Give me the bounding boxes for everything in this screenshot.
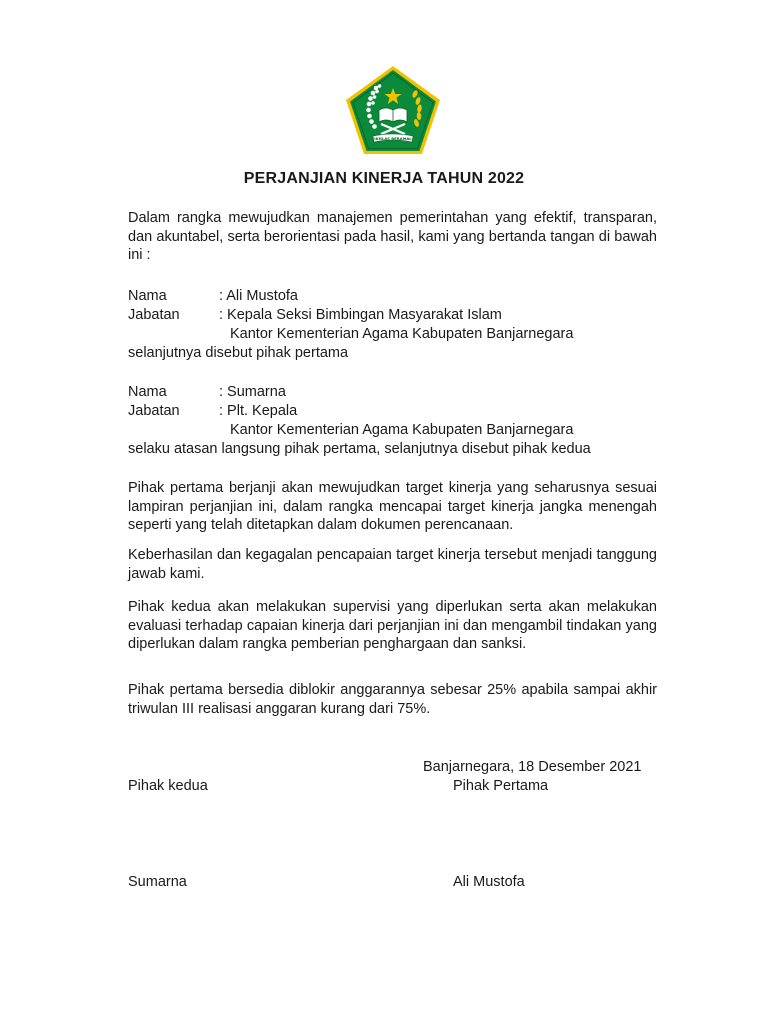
party2-designation: selaku atasan langsung pihak pertama, selanjutnya disebut pihak kedua [128,441,591,457]
second-party-role: Pihak kedua [128,778,208,794]
party1-position-value: : Kepala Seksi Bimbingan Masyarakat Islam [219,307,502,323]
second-party-signatory: Sumarna [128,874,187,890]
kemenag-emblem-icon [343,64,443,156]
first-party-signatory: Ali Mustofa [453,874,525,890]
commitment-paragraph: Pihak pertama berjanji akan mewujudkan target kinerja yang seharusnya sesuai lampiran perjanjian ini, dalam rangka mencapai target kinerja jangka menengah seperti yang telah ditetapkan dalam dokumen perencanaan. [128,480,657,533]
party2-name-value: : Sumarna [219,384,286,400]
party1-name-label: Nama [128,288,167,304]
party2-position-label: Jabatan [128,403,180,419]
responsibility-paragraph: Keberhasilan dan kegagalan pencapaian target kinerja tersebut menjadi tanggung jawab kami. [128,547,657,582]
intro-paragraph: Dalam rangka mewujudkan manajemen pemerintahan yang efektif, transparan, dan akuntabel, serta berorientasi pada hasil, kami yang bertanda tangan di bawah ini : [128,210,657,263]
place-date: Banjarnegara, 18 Desember 2021 [423,759,642,775]
party2-name-label: Nama [128,384,167,400]
supervision-paragraph: Pihak kedua akan melakukan supervisi yang diperlukan serta akan melakukan evaluasi terhadap capaian kinerja dari perjanjian ini dan mengambil tindakan yang diperlukan dalam rangka pemberian penghargaan dan sanksi. [128,599,657,652]
svg-text:IKHLAS BERAMAL: IKHLAS BERAMAL [374,136,412,141]
party2-office: Kantor Kementerian Agama Kabupaten Banjarnegara [230,422,574,438]
party1-designation: selanjutnya disebut pihak pertama [128,345,349,361]
first-party-role: Pihak Pertama [453,778,549,794]
party1-office: Kantor Kementerian Agama Kabupaten Banjarnegara [230,326,574,342]
party1-name-value: : Ali Mustofa [219,288,298,304]
party1-position-label: Jabatan [128,307,180,323]
document-title: PERJANJIAN KINERJA TAHUN 2022 [243,170,525,187]
party2-position-value: : Plt. Kepala [219,403,298,419]
budget-paragraph: Pihak pertama bersedia diblokir anggarannya sebesar 25% apabila sampai akhir triwulan III realisasi anggaran kurang dari 75%. [128,682,657,717]
